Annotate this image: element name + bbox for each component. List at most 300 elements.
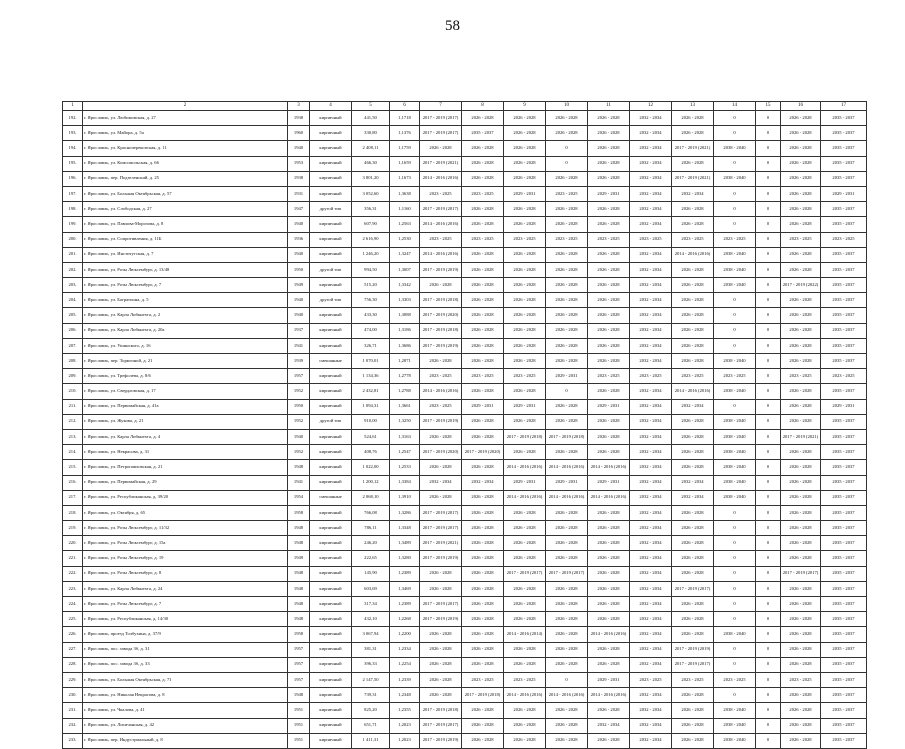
total-area-cell: 1 134,36 xyxy=(352,369,390,384)
col-11-cell: 2026 - 2028 xyxy=(588,642,630,657)
table-row xyxy=(63,293,867,308)
address-cell: г. Ярославль, ул. Ушинского, д. 16 xyxy=(83,338,288,353)
col-7-cell: 2026 - 2028 xyxy=(420,688,462,703)
build-year-cell: 1954 xyxy=(288,490,310,505)
address-cell: г. Ярославль, ул. Розы Люксембург, д. 7 xyxy=(83,597,288,612)
table-row xyxy=(63,323,867,338)
col-7-cell: 2026 - 2028 xyxy=(420,141,462,156)
col-17-cell: 2035 - 2037 xyxy=(821,505,867,520)
col-12-cell: 2032 - 2034 xyxy=(630,657,672,672)
col-14-cell: 2038 - 2040 xyxy=(714,278,756,293)
col-16-cell: 2026 - 2028 xyxy=(781,597,821,612)
col-9-cell: 2026 - 2028 xyxy=(504,247,546,262)
column-header: 15 xyxy=(756,102,781,111)
col-10-cell: 2026 - 2028 xyxy=(546,505,588,520)
col-10-cell: 2023 - 2025 xyxy=(546,232,588,247)
col-11-cell: 2026 - 2028 xyxy=(588,354,630,369)
col-14-cell: 2038 - 2040 xyxy=(714,247,756,262)
address-cell: г. Ярославль, ул. Свердловская, д. 17 xyxy=(83,384,288,399)
address-cell: г. Ярославль, пер. Подзеленский, д. 25 xyxy=(83,171,288,186)
address-cell: г. Ярославль, ул. Комсомольская, д. 66 xyxy=(83,156,288,171)
col-12-cell: 2032 - 2034 xyxy=(630,521,672,536)
col-15-cell: 0 xyxy=(756,490,781,505)
address-cell: г. Ярославль, ул. Розы Люксембург, д. 15а xyxy=(83,536,288,551)
col-9-cell: 2026 - 2028 xyxy=(504,612,546,627)
col-8-cell: 2026 - 2028 xyxy=(462,429,504,444)
col-15-cell: 0 xyxy=(756,354,781,369)
col-16-cell: 2026 - 2028 xyxy=(781,612,821,627)
col-10-cell: 2026 - 2028 xyxy=(546,293,588,308)
col-17-cell: 2035 - 2037 xyxy=(821,278,867,293)
col-15-cell: 0 xyxy=(756,733,781,748)
col-7-cell: 2014 - 2016 (2016) xyxy=(420,384,462,399)
col-16-cell: 2026 - 2028 xyxy=(781,202,821,217)
table-row xyxy=(63,126,867,141)
coefficient-cell: 1,3250 xyxy=(390,414,420,429)
col-16-cell: 2017 - 2019 (2021) xyxy=(781,429,821,444)
col-14-cell: 2038 - 2040 xyxy=(714,475,756,490)
total-area-cell: 603,69 xyxy=(352,581,390,596)
address-cell: г. Ярославль, ул. Розы Люксембург, д. 11/32 xyxy=(83,521,288,536)
col-14-cell: 2038 - 2040 xyxy=(714,445,756,460)
col-10-cell: 2026 - 2028 xyxy=(546,551,588,566)
total-area-cell: 1 246,20 xyxy=(352,247,390,262)
col-12-cell: 2032 - 2034 xyxy=(630,186,672,201)
build-year-cell: 1940 xyxy=(288,247,310,262)
col-12-cell: 2032 - 2034 xyxy=(630,627,672,642)
col-11-cell: 2026 - 2028 xyxy=(588,597,630,612)
total-area-cell: 3 052,60 xyxy=(352,186,390,201)
coefficient-cell: 1,1673 xyxy=(390,171,420,186)
col-15-cell: 0 xyxy=(756,202,781,217)
col-16-cell: 2026 - 2028 xyxy=(781,354,821,369)
col-9-cell: 2026 - 2028 xyxy=(504,445,546,460)
col-10-cell: 2026 - 2028 xyxy=(546,536,588,551)
col-15-cell: 0 xyxy=(756,521,781,536)
address-cell: г. Ярославль, ул. Петропавловская, д. 21 xyxy=(83,460,288,475)
address-cell: г. Ярославль, ул. Жукова, д. 21 xyxy=(83,414,288,429)
col-17-cell: 2035 - 2037 xyxy=(821,627,867,642)
col-13-cell: 2026 - 2028 xyxy=(672,597,714,612)
col-9-cell: 2026 - 2028 xyxy=(504,156,546,171)
col-16-cell: 2026 - 2028 xyxy=(781,581,821,596)
col-17-cell: 2035 - 2037 xyxy=(821,308,867,323)
wall-material-cell: кирпичный xyxy=(310,429,352,444)
table-row xyxy=(63,384,867,399)
build-year-cell: 1948 xyxy=(288,460,310,475)
build-year-cell: 1952 xyxy=(288,414,310,429)
col-16-cell: 2023 - 2025 xyxy=(781,232,821,247)
col-17-cell: 2035 - 2037 xyxy=(821,156,867,171)
address-cell: г. Ярославль, ул. Розы Люксембург, д. 8 xyxy=(83,566,288,581)
col-9-cell: 2017 - 2019 (2018) xyxy=(504,429,546,444)
address-cell: г. Ярославль, ул. Розы Люксембург, д. 13/48 xyxy=(83,262,288,277)
total-area-cell: 145,90 xyxy=(352,566,390,581)
col-16-cell: 2026 - 2028 xyxy=(781,505,821,520)
col-15-cell: 0 xyxy=(756,672,781,687)
col-17-cell: 2035 - 2037 xyxy=(821,536,867,551)
total-area-cell: 2 432,81 xyxy=(352,384,390,399)
wall-material-cell: кирпичный xyxy=(310,384,352,399)
total-area-cell: 396,33 xyxy=(352,657,390,672)
col-15-cell: 0 xyxy=(756,657,781,672)
col-15-cell: 0 xyxy=(756,566,781,581)
row-number-cell: 219. xyxy=(63,521,83,536)
row-number-cell: 215. xyxy=(63,460,83,475)
col-13-cell: 2026 - 2028 xyxy=(672,551,714,566)
wall-material-cell: кирпичный xyxy=(310,612,352,627)
col-13-cell: 2026 - 2028 xyxy=(672,354,714,369)
build-year-cell: 1952 xyxy=(288,384,310,399)
address-cell: г. Ярославль, ул. Большая Октябрьская, д. 57 xyxy=(83,186,288,201)
col-8-cell: 2026 - 2028 xyxy=(462,460,504,475)
col-17-cell: 2035 - 2037 xyxy=(821,111,867,126)
col-12-cell: 2023 - 2025 xyxy=(630,672,672,687)
col-8-cell: 2026 - 2028 xyxy=(462,733,504,748)
build-year-cell: 1939 xyxy=(288,354,310,369)
build-year-cell: 1940 xyxy=(288,293,310,308)
wall-material-cell: кирпичный xyxy=(310,672,352,687)
col-8-cell: 2026 - 2028 xyxy=(462,703,504,718)
total-area-cell: 432,10 xyxy=(352,612,390,627)
col-15-cell: 0 xyxy=(756,141,781,156)
col-12-cell: 2032 - 2034 xyxy=(630,551,672,566)
col-10-cell: 2026 - 2028 xyxy=(546,733,588,748)
col-8-cell: 2017 - 2019 (2018) xyxy=(462,688,504,703)
col-14-cell: 2038 - 2040 xyxy=(714,384,756,399)
build-year-cell: 1931 xyxy=(288,186,310,201)
col-9-cell: 2026 - 2028 xyxy=(504,703,546,718)
col-7-cell: 2017 - 2019 (2019) xyxy=(420,551,462,566)
col-13-cell: 2017 - 2019 (2017) xyxy=(672,657,714,672)
row-number-cell: 231. xyxy=(63,703,83,718)
col-10-cell: 2026 - 2028 xyxy=(546,718,588,733)
column-header: 11 xyxy=(588,102,630,111)
col-8-cell: 2032 - 2034 xyxy=(462,475,504,490)
build-year-cell: 1948 xyxy=(288,566,310,581)
row-number-cell: 218. xyxy=(63,505,83,520)
col-11-cell: 2026 - 2028 xyxy=(588,733,630,748)
col-11-cell: 2026 - 2028 xyxy=(588,156,630,171)
col-10-cell: 2029 - 2031 xyxy=(546,369,588,384)
col-7-cell: 2026 - 2028 xyxy=(420,672,462,687)
col-15-cell: 0 xyxy=(756,718,781,733)
col-10-cell: 2026 - 2028 xyxy=(546,399,588,414)
coefficient-cell: 1,3910 xyxy=(390,490,420,505)
col-7-cell: 2017 - 2019 (2021) xyxy=(420,156,462,171)
col-8-cell: 2026 - 2028 xyxy=(462,141,504,156)
total-area-cell: 326,71 xyxy=(352,338,390,353)
col-17-cell: 2035 - 2037 xyxy=(821,338,867,353)
row-number-cell: 197. xyxy=(63,186,83,201)
build-year-cell: 1941 xyxy=(288,338,310,353)
wall-material-cell: кирпичный xyxy=(310,642,352,657)
col-16-cell: 2023 - 2025 xyxy=(781,369,821,384)
col-12-cell: 2032 - 2034 xyxy=(630,612,672,627)
wall-material-cell: кирпичный xyxy=(310,505,352,520)
row-number-cell: 204. xyxy=(63,293,83,308)
col-12-cell: 2032 - 2034 xyxy=(630,505,672,520)
col-10-cell: 2026 - 2028 xyxy=(546,202,588,217)
row-number-cell: 217. xyxy=(63,490,83,505)
col-16-cell: 2026 - 2028 xyxy=(781,338,821,353)
col-14-cell: 0 xyxy=(714,338,756,353)
col-17-cell: 2035 - 2037 xyxy=(821,718,867,733)
col-9-cell: 2026 - 2028 xyxy=(504,323,546,338)
col-10-cell: 2026 - 2028 xyxy=(546,323,588,338)
col-13-cell: 2026 - 2028 xyxy=(672,627,714,642)
wall-material-cell: кирпичный xyxy=(310,126,352,141)
col-9-cell: 2026 - 2028 xyxy=(504,262,546,277)
table-row xyxy=(63,399,867,414)
col-13-cell: 2014 - 2016 (2016) xyxy=(672,247,714,262)
total-area-cell: 3 067,94 xyxy=(352,627,390,642)
col-10-cell: 0 xyxy=(546,672,588,687)
col-7-cell: 2017 - 2019 (2017) xyxy=(420,202,462,217)
wall-material-cell: смешанные xyxy=(310,354,352,369)
address-cell: г. Ярославль, пер. Тормозной, д. 21 xyxy=(83,354,288,369)
build-year-cell: 1937 xyxy=(288,323,310,338)
address-cell: г. Ярославль, пер. Индустриальный, д. 8 xyxy=(83,733,288,748)
col-13-cell: 2026 - 2028 xyxy=(672,429,714,444)
col-12-cell: 2032 - 2034 xyxy=(630,733,672,748)
col-8-cell: 2026 - 2028 xyxy=(462,354,504,369)
column-header: 17 xyxy=(821,102,867,111)
col-15-cell: 0 xyxy=(756,186,781,201)
col-15-cell: 0 xyxy=(756,612,781,627)
build-year-cell: 1940 xyxy=(288,217,310,232)
col-7-cell: 2026 - 2028 xyxy=(420,460,462,475)
build-year-cell: 1947 xyxy=(288,202,310,217)
col-17-cell: 2035 - 2037 xyxy=(821,642,867,657)
wall-material-cell: кирпичный xyxy=(310,156,352,171)
col-10-cell: 2026 - 2028 xyxy=(546,703,588,718)
row-number-cell: 194. xyxy=(63,141,83,156)
coefficient-cell: 1,3348 xyxy=(390,521,420,536)
col-11-cell: 2026 - 2028 xyxy=(588,581,630,596)
col-15-cell: 0 xyxy=(756,445,781,460)
build-year-cell: 1948 xyxy=(288,521,310,536)
col-9-cell: 2026 - 2028 xyxy=(504,308,546,323)
col-17-cell: 2035 - 2037 xyxy=(821,445,867,460)
col-12-cell: 2032 - 2034 xyxy=(630,126,672,141)
wall-material-cell: кирпичный xyxy=(310,657,352,672)
col-13-cell: 2026 - 2028 xyxy=(672,703,714,718)
build-year-cell: 1938 xyxy=(288,111,310,126)
col-15-cell: 0 xyxy=(756,414,781,429)
total-area-cell: 1 022,00 xyxy=(352,460,390,475)
wall-material-cell: кирпичный xyxy=(310,399,352,414)
table-row xyxy=(63,703,867,718)
coefficient-cell: 1,3384 xyxy=(390,475,420,490)
coefficient-cell: 1,3342 xyxy=(390,278,420,293)
coefficient-cell: 1,2530 xyxy=(390,232,420,247)
col-14-cell: 2038 - 2040 xyxy=(714,429,756,444)
col-11-cell: 2029 - 2031 xyxy=(588,672,630,687)
build-year-cell: 1950 xyxy=(288,399,310,414)
table-row xyxy=(63,672,867,687)
total-area-cell: 739,31 xyxy=(352,688,390,703)
coefficient-cell: 1,2788 xyxy=(390,384,420,399)
total-area-cell: 2 147,50 xyxy=(352,672,390,687)
col-9-cell: 2026 - 2028 xyxy=(504,733,546,748)
col-7-cell: 2017 - 2019 (2019) xyxy=(420,414,462,429)
col-13-cell: 2014 - 2016 (2016) xyxy=(672,384,714,399)
table-row xyxy=(63,490,867,505)
col-7-cell: 2032 - 2034 xyxy=(420,475,462,490)
col-17-cell: 2035 - 2037 xyxy=(821,521,867,536)
build-year-cell: 1948 xyxy=(288,612,310,627)
col-17-cell: 2035 - 2037 xyxy=(821,672,867,687)
wall-material-cell: другой тип xyxy=(310,293,352,308)
col-8-cell: 2029 - 2031 xyxy=(462,399,504,414)
build-year-cell: 1949 xyxy=(288,551,310,566)
row-number-cell: 224. xyxy=(63,597,83,612)
col-16-cell: 2026 - 2028 xyxy=(781,536,821,551)
build-year-cell: 1953 xyxy=(288,156,310,171)
coefficient-cell: 1,2389 xyxy=(390,597,420,612)
col-14-cell: 0 xyxy=(714,642,756,657)
col-12-cell: 2032 - 2034 xyxy=(630,536,672,551)
col-7-cell: 2017 - 2019 (2019) xyxy=(420,733,462,748)
col-12-cell: 2032 - 2034 xyxy=(630,490,672,505)
coefficient-cell: 1,2023 xyxy=(390,733,420,748)
col-17-cell: 2035 - 2037 xyxy=(821,202,867,217)
col-11-cell: 2026 - 2028 xyxy=(588,126,630,141)
col-14-cell: 2023 - 2025 xyxy=(714,369,756,384)
col-14-cell: 0 xyxy=(714,505,756,520)
build-year-cell: 1948 xyxy=(288,597,310,612)
col-13-cell: 2026 - 2028 xyxy=(672,718,714,733)
table-body xyxy=(63,102,867,749)
col-12-cell: 2032 - 2034 xyxy=(630,323,672,338)
col-15-cell: 0 xyxy=(756,384,781,399)
col-14-cell: 0 xyxy=(714,612,756,627)
col-7-cell: 2017 - 2019 (2017) xyxy=(420,111,462,126)
address-cell: г. Ярославль, ул. Республиканская, д. 39/20 xyxy=(83,490,288,505)
col-9-cell: 2026 - 2028 xyxy=(504,126,546,141)
col-16-cell: 2026 - 2028 xyxy=(781,688,821,703)
row-number-cell: 206. xyxy=(63,323,83,338)
col-15-cell: 0 xyxy=(756,536,781,551)
col-16-cell: 2023 - 2025 xyxy=(781,672,821,687)
col-12-cell: 2032 - 2034 xyxy=(630,278,672,293)
col-7-cell: 2017 - 2019 (2017) xyxy=(420,126,462,141)
col-12-cell: 2032 - 2034 xyxy=(630,597,672,612)
col-17-cell: 2035 - 2037 xyxy=(821,262,867,277)
col-14-cell: 0 xyxy=(714,202,756,217)
col-8-cell: 2035 - 2037 xyxy=(462,126,504,141)
col-8-cell: 2026 - 2028 xyxy=(462,171,504,186)
total-area-cell: 825,20 xyxy=(352,703,390,718)
wall-material-cell: кирпичный xyxy=(310,171,352,186)
table-row xyxy=(63,354,867,369)
col-16-cell: 2026 - 2028 xyxy=(781,399,821,414)
col-16-cell: 2026 - 2028 xyxy=(781,247,821,262)
col-14-cell: 0 xyxy=(714,536,756,551)
row-number-cell: 193. xyxy=(63,126,83,141)
col-11-cell: 2026 - 2028 xyxy=(588,262,630,277)
col-13-cell: 2026 - 2028 xyxy=(672,126,714,141)
col-15-cell: 0 xyxy=(756,156,781,171)
col-16-cell: 2026 - 2028 xyxy=(781,262,821,277)
coefficient-cell: 1,1759 xyxy=(390,141,420,156)
col-10-cell: 2026 - 2028 xyxy=(546,521,588,536)
build-year-cell: 1940 xyxy=(288,429,310,444)
table-row xyxy=(63,338,867,353)
col-16-cell: 2026 - 2028 xyxy=(781,384,821,399)
table-row xyxy=(63,262,867,277)
col-16-cell: 2026 - 2028 xyxy=(781,551,821,566)
col-16-cell: 2026 - 2028 xyxy=(781,627,821,642)
col-11-cell: 2026 - 2028 xyxy=(588,612,630,627)
col-11-cell: 2026 - 2028 xyxy=(588,445,630,460)
col-15-cell: 0 xyxy=(756,597,781,612)
wall-material-cell: кирпичный xyxy=(310,688,352,703)
schedule-table xyxy=(62,101,867,749)
wall-material-cell: кирпичный xyxy=(310,141,352,156)
col-14-cell: 2038 - 2040 xyxy=(714,627,756,642)
wall-material-cell: кирпичный xyxy=(310,627,352,642)
wall-material-cell: кирпичный xyxy=(310,247,352,262)
col-9-cell: 2026 - 2028 xyxy=(504,338,546,353)
col-15-cell: 0 xyxy=(756,581,781,596)
col-8-cell: 2023 - 2025 xyxy=(462,369,504,384)
col-12-cell: 2032 - 2034 xyxy=(630,566,672,581)
col-13-cell: 2026 - 2028 xyxy=(672,414,714,429)
row-number-cell: 222. xyxy=(63,566,83,581)
total-area-cell: 474,00 xyxy=(352,323,390,338)
build-year-cell: 1960 xyxy=(288,126,310,141)
coefficient-cell: 1,3186 xyxy=(390,323,420,338)
column-header: 9 xyxy=(504,102,546,111)
build-year-cell: 1958 xyxy=(288,505,310,520)
row-number-cell: 229. xyxy=(63,672,83,687)
col-13-cell: 2026 - 2028 xyxy=(672,156,714,171)
col-12-cell: 2032 - 2034 xyxy=(630,718,672,733)
col-10-cell: 0 xyxy=(546,156,588,171)
col-17-cell: 2035 - 2037 xyxy=(821,126,867,141)
col-13-cell: 2026 - 2028 xyxy=(672,612,714,627)
total-area-cell: 756,30 xyxy=(352,293,390,308)
col-10-cell: 2026 - 2028 xyxy=(546,445,588,460)
coefficient-cell: 1,1718 xyxy=(390,111,420,126)
col-13-cell: 2026 - 2028 xyxy=(672,111,714,126)
col-15-cell: 0 xyxy=(756,505,781,520)
col-11-cell: 2026 - 2028 xyxy=(588,566,630,581)
build-year-cell: 1949 xyxy=(288,278,310,293)
row-number-cell: 225. xyxy=(63,612,83,627)
total-area-cell: 246,20 xyxy=(352,536,390,551)
wall-material-cell: кирпичный xyxy=(310,597,352,612)
coefficient-cell: 1,2254 xyxy=(390,657,420,672)
col-13-cell: 2017 - 2019 (2019) xyxy=(672,642,714,657)
col-17-cell: 2023 - 2025 xyxy=(821,232,867,247)
coefficient-cell: 1,2389 xyxy=(390,566,420,581)
col-17-cell: 2035 - 2037 xyxy=(821,733,867,748)
col-8-cell: 2026 - 2028 xyxy=(462,293,504,308)
col-9-cell: 2029 - 2031 xyxy=(504,399,546,414)
col-12-cell: 2032 - 2034 xyxy=(630,141,672,156)
col-8-cell: 2023 - 2025 xyxy=(462,672,504,687)
col-15-cell: 0 xyxy=(756,217,781,232)
address-cell: г. Ярославль, ул. Лисичанская, д. 42 xyxy=(83,718,288,733)
col-16-cell: 2026 - 2028 xyxy=(781,141,821,156)
col-12-cell: 2032 - 2034 xyxy=(630,399,672,414)
wall-material-cell: кирпичный xyxy=(310,338,352,353)
col-12-cell: 2032 - 2034 xyxy=(630,308,672,323)
col-8-cell: 2017 - 2019 (2020) xyxy=(462,445,504,460)
